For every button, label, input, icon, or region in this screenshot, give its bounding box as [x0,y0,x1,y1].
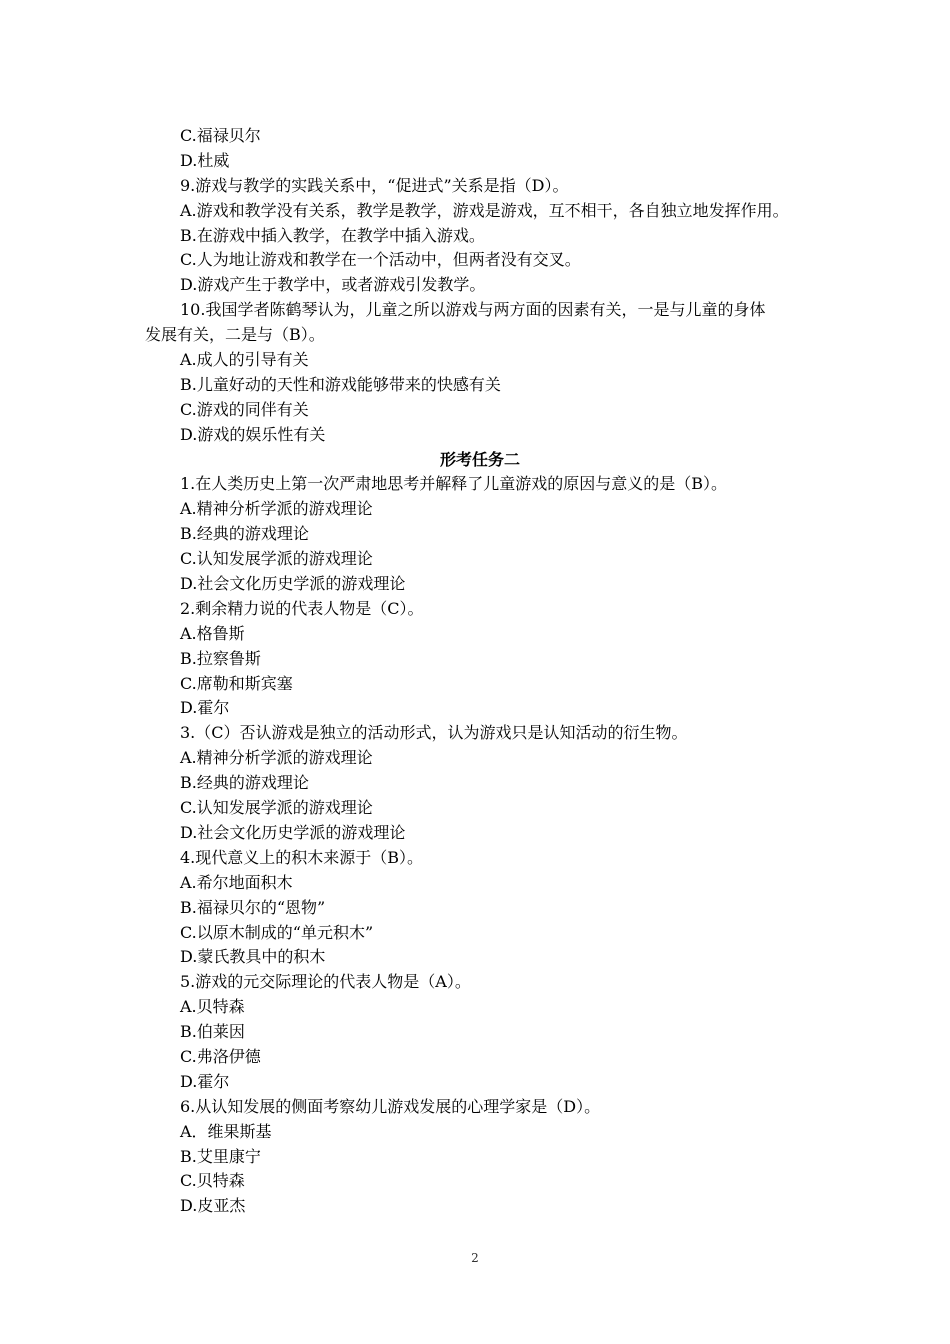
text-line: 6.从认知发展的侧面考察幼儿游戏发展的心理学家是（D）。 [180,1096,601,1116]
text-line: B.伯莱因 [180,1022,245,1042]
text-line: A.精神分析学派的游戏理论 [180,499,373,519]
text-line: B.经典的游戏理论 [180,524,309,544]
text-line: 4.现代意义上的积木来源于（B）。 [180,847,424,867]
text-line: D.霍尔 [180,1071,230,1091]
text-line: D.游戏的娱乐性有关 [180,424,326,444]
text-line: D.杜威 [180,150,230,170]
text-line: C.认知发展学派的游戏理论 [180,798,373,818]
text-line: 5.游戏的元交际理论的代表人物是（A）。 [180,972,471,992]
text-line: B.艾里康宁 [180,1146,261,1166]
text-line: 3.（C）否认游戏是独立的活动形式，认为游戏只是认知活动的衍生物。 [180,723,688,743]
text-line: 2.剩余精力说的代表人物是（C）。 [180,598,424,618]
text-line: B.在游戏中插入教学，在教学中插入游戏。 [180,225,485,245]
text-line: D.皮亚杰 [180,1196,246,1216]
text-line: B.福禄贝尔的“恩物” [180,897,326,917]
text-line: D.蒙氏教具中的积木 [180,947,326,967]
text-line: D.霍尔 [180,698,230,718]
text-line: 发展有关，二是与（B）。 [145,325,325,345]
text-line: A.贝特森 [180,997,245,1017]
text-line: A.成人的引导有关 [180,350,309,370]
text-line: A.精神分析学派的游戏理论 [180,748,373,768]
text-line: B.经典的游戏理论 [180,773,309,793]
text-line: 9.游戏与教学的实践关系中，“促进式”关系是指（D）。 [180,175,569,195]
text-line: A．维果斯基 [180,1121,272,1141]
text-line: A.游戏和教学没有关系，教学是教学，游戏是游戏，互不相干，各自独立地发挥作用。 [180,200,789,220]
text-line: C.游戏的同伴有关 [180,399,309,419]
text-line: C.贝特森 [180,1171,245,1191]
text-line: B.儿童好动的天性和游戏能够带来的快感有关 [180,374,501,394]
text-line: D.社会文化历史学派的游戏理论 [180,822,406,842]
text-line: A.希尔地面积木 [180,872,293,892]
text-line: A.格鲁斯 [180,623,245,643]
text-line: C.席勒和斯宾塞 [180,673,293,693]
text-line: D.游戏产生于教学中，或者游戏引发教学。 [180,275,486,295]
text-line: B.拉察鲁斯 [180,648,261,668]
text-line: D.社会文化历史学派的游戏理论 [180,574,406,594]
text-line: C.人为地让游戏和教学在一个活动中，但两者没有交叉。 [180,250,581,270]
text-line: 10.我国学者陈鹤琴认为，儿童之所以游戏与两方面的因素有关，一是与儿童的身体 [180,300,766,320]
section-heading: 形考任务二 [439,449,520,469]
document-body [145,124,815,1219]
text-line: C.以原木制成的“单元积木” [180,922,374,942]
text-line: C.认知发展学派的游戏理论 [180,549,373,569]
page-number: 2 [471,1251,479,1265]
text-line: C.弗洛伊德 [180,1046,261,1066]
text-line: C.福禄贝尔 [180,126,261,145]
text-line: 1.在人类历史上第一次严肃地思考并解释了儿童游戏的原因与意义的是（B）。 [180,474,728,494]
